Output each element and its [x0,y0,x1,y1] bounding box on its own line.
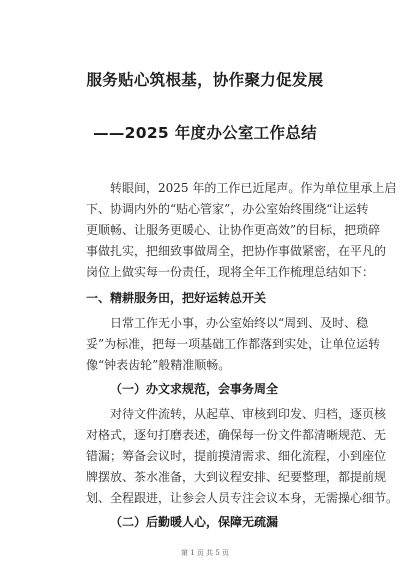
subsection-heading: （二）后勤暖人心，保障无疏漏 [110,515,279,529]
subsection-heading: （一）办文求规范，会事务周全 [110,382,279,396]
intro-line: 事做扎实，把细致事做周全，把协作事做紧密，在平凡的 [86,244,387,258]
section-line: 日常工作无小事，办公室始终以“周到、及时、稳 [110,316,369,330]
subsection-line: 划、全程跟进，让参会人员专注会议本身，无需操心细节。 [86,491,399,505]
section-line: 妥”为标准，把每一项基础工作都落到实处，让单位运转 [86,337,381,351]
subsection-line: 对格式，逐句打磨表述，确保每一份文件都清晰规范、无 [86,428,387,442]
page-footer: 第 1 页 共 5 页 [180,549,230,557]
intro-line: 转眼间，2025 年的工作已近尾声。作为单位里承上启 [110,181,397,195]
document-title: 服务贴心筑根基，协作聚力促发展 [86,71,324,89]
document-subtitle: ——2025 年度办公室工作总结 [93,124,317,142]
subsection-line: 错漏；筹备会议时，提前摸清需求、细化流程，小到座位 [86,449,387,463]
intro-line: 下、协调内外的“贴心管家”，办公室始终围绕“让运转 [86,202,369,216]
intro-paragraph [86,178,397,283]
subsection-line: 对待文件流转，从起草、审核到印发、归档，逐页核 [110,407,387,421]
section-paragraph [86,313,381,376]
section-heading: 一、精耕服务田，把好运转总开关 [86,291,267,305]
subsection-paragraph [86,404,399,509]
section-line: 像“钟表齿轮”般精准顺畅。 [86,358,231,372]
intro-line: 更顺畅、让服务更暖心、让协作更高效”的目标，把琐碎 [86,223,381,237]
subsection-line: 牌摆放、茶水准备，大到议程安排、纪要整理，都提前规 [86,470,387,484]
intro-line: 岗位上做实每一份责任，现将全年工作梳理总结如下： [86,265,375,279]
